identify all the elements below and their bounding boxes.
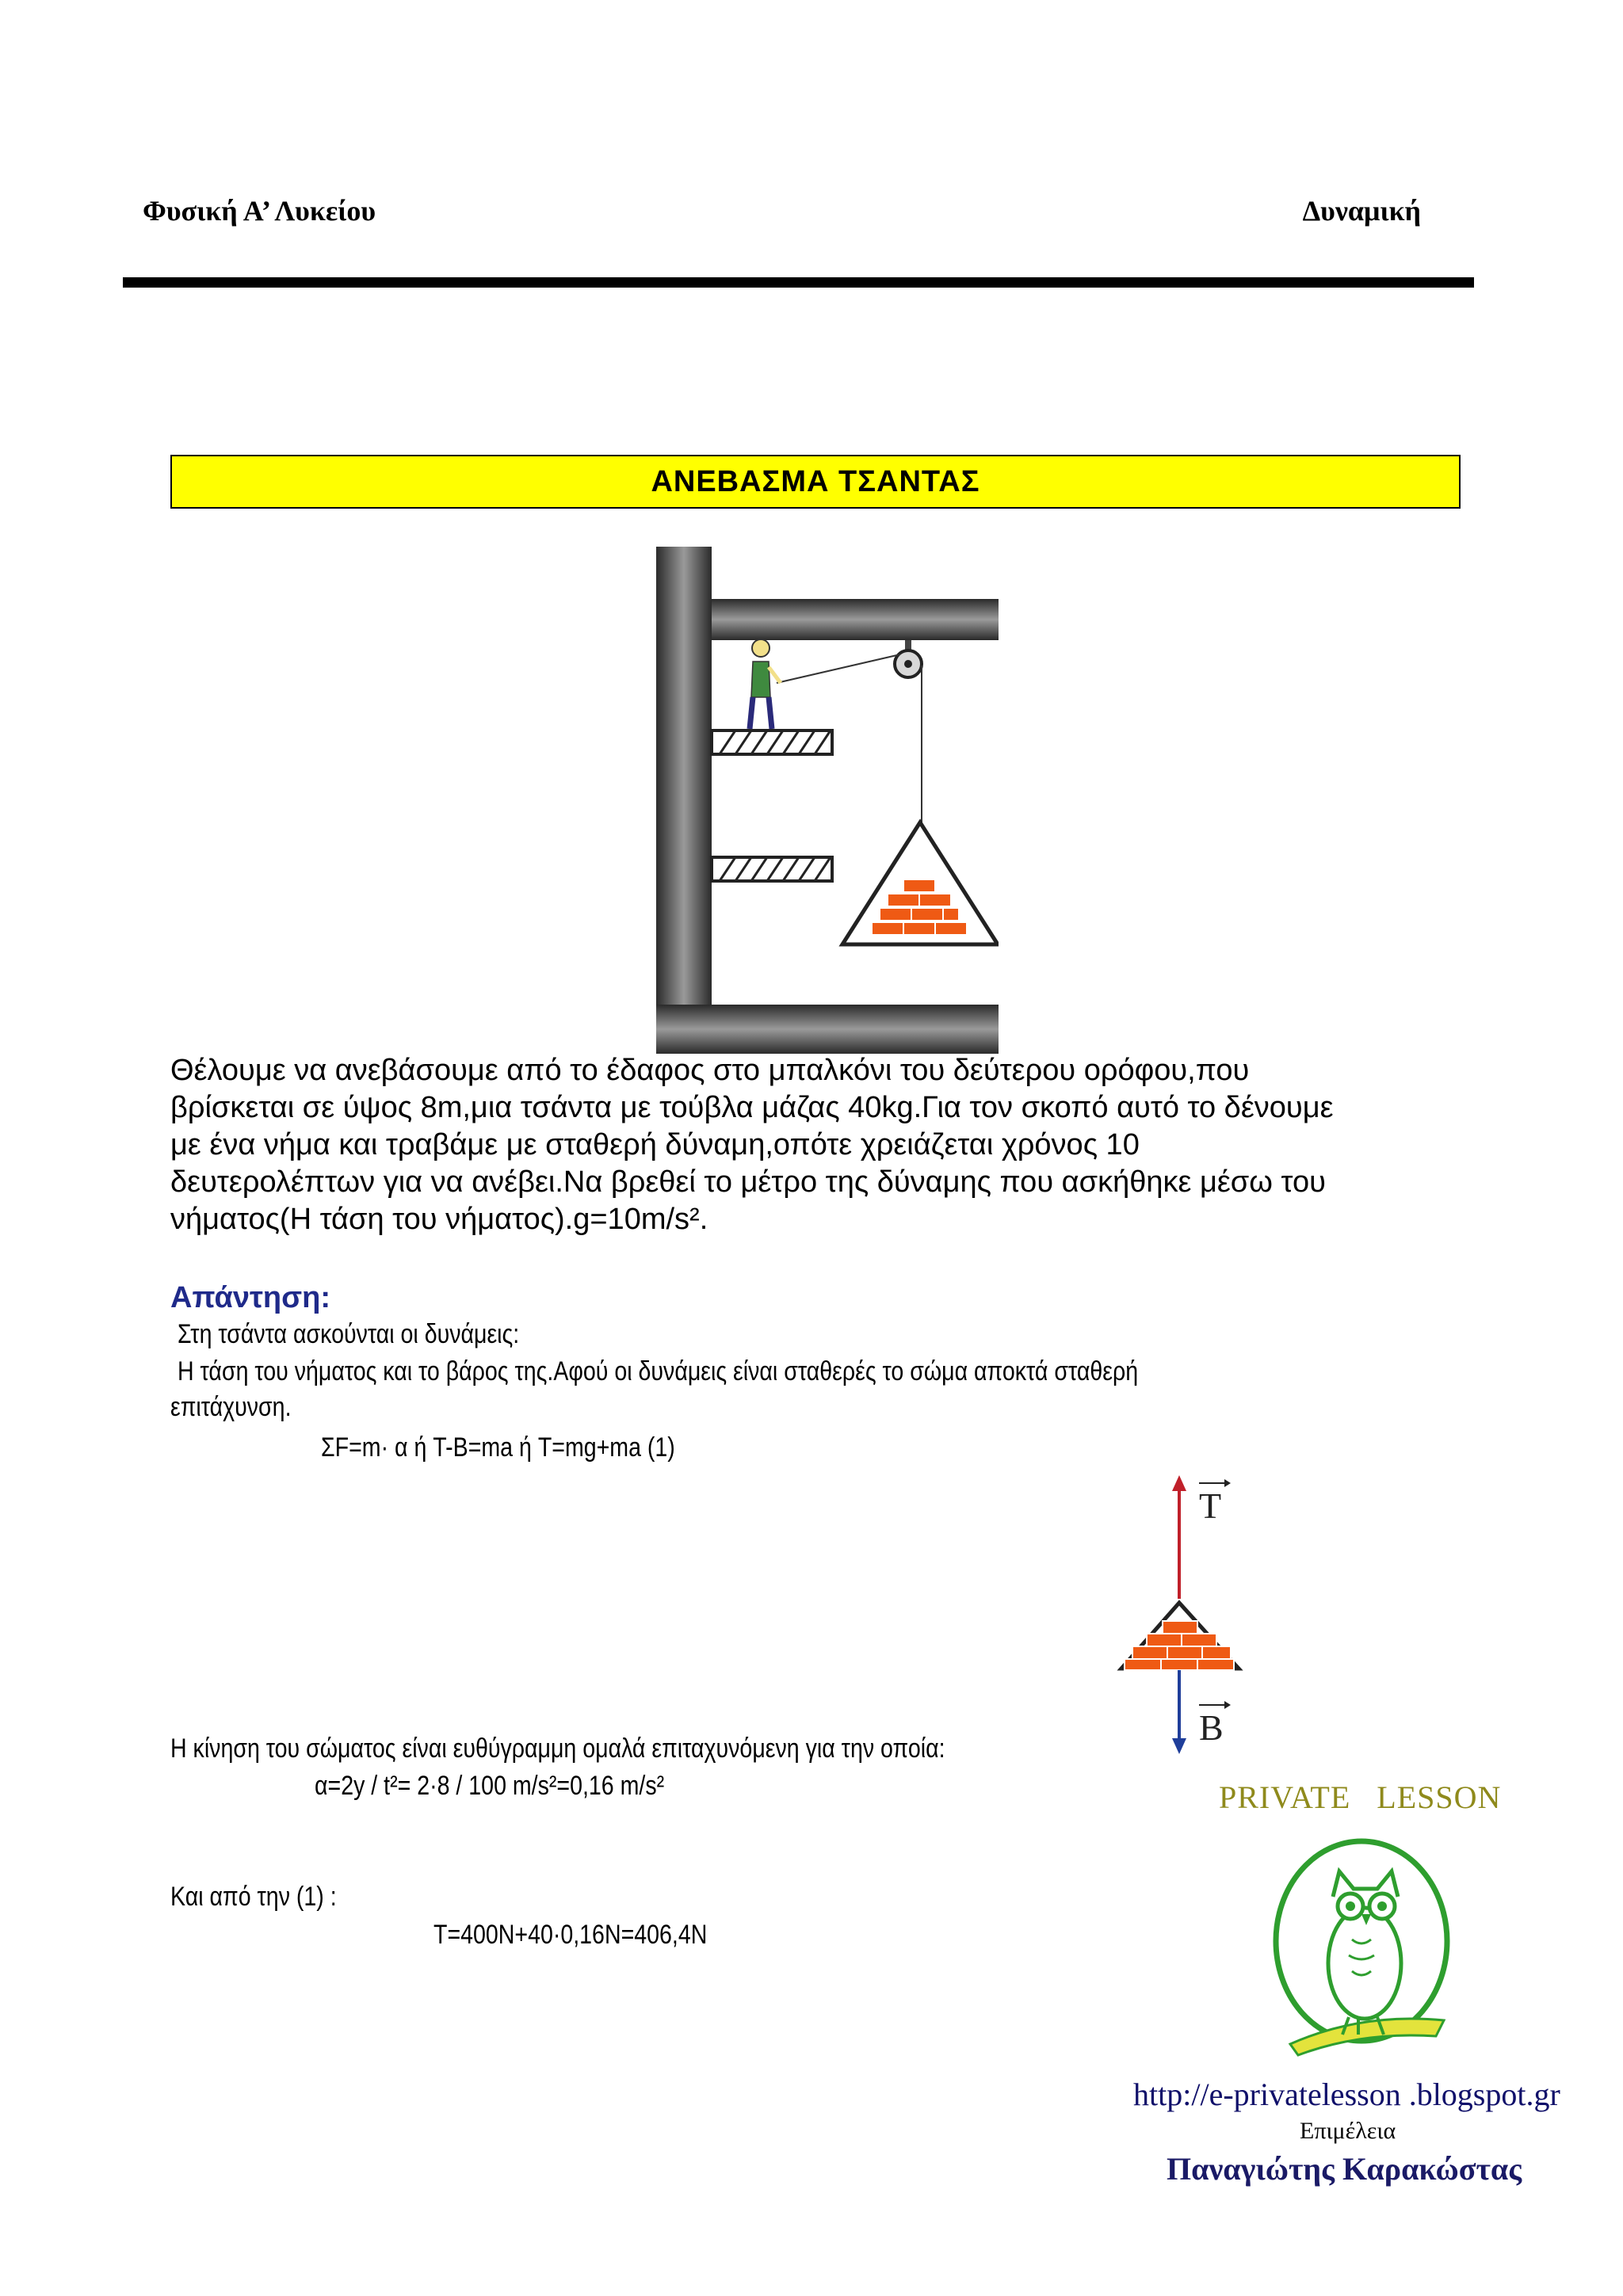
problem-line-1: Θέλουμε να ανεβάσουμε από το έδαφος στο μπαλκόνι του δεύτερου ορόφου,που: [170, 1054, 1250, 1087]
rope-pulled: [777, 654, 900, 683]
header-rule: [123, 277, 1474, 288]
blog-link[interactable]: http://e-privatelesson .blogspot.gr: [1133, 2077, 1560, 2112]
balcony-upper: [712, 730, 832, 754]
force-diagram: [1106, 1472, 1264, 1759]
ground-beam: [656, 1005, 999, 1054]
problem-line-5: νήματος(Η τάση του νήματος).g=10m/s².: [170, 1203, 708, 1236]
equation-tension: T=400N+40·0,16N=406,4N: [433, 1920, 708, 1950]
equation-newton: ΣF=m· α ή T-B=ma ή T=mg+ma (1): [321, 1432, 675, 1463]
answer-heading: Απάντηση:: [170, 1281, 331, 1314]
balcony-lower: [712, 857, 832, 881]
weight-label: B: [1199, 1707, 1224, 1748]
motion-line: Η κίνηση του σώματος είναι ευθύγραμμη ομαλά επιταχυνόμενη για την οποία:: [170, 1733, 945, 1764]
header-subject: Φυσική Α’ Λυκείου: [143, 195, 376, 227]
from-eq-line: Και από την (1) :: [170, 1882, 337, 1912]
answer-line-1: Στη τσάντα ασκούνται οι δυνάμεις:: [178, 1319, 520, 1349]
weight-arrowhead: [1172, 1738, 1186, 1754]
brand-text: PRIVATE LESSON: [1219, 1779, 1502, 1815]
pulley-illustration: [650, 547, 999, 1054]
credit-label: Επιμέλεια: [1300, 2118, 1396, 2144]
worker-figure: [750, 639, 781, 729]
author-name: Παναγιώτης Καρακώστας: [1167, 2151, 1522, 2187]
pulley-icon: [895, 640, 922, 677]
problem-line-2: βρίσκεται σε ύψος 8m,μια τσάντα με τούβλα μάζας 40kg.Για τον σκοπό αυτό το δένουμε: [170, 1091, 1334, 1124]
tension-label: T: [1199, 1486, 1222, 1526]
header-chapter: Δυναμική: [1302, 195, 1421, 227]
brick-bag: [842, 822, 998, 944]
problem-line-3: με ένα νήμα και τραβάμε με σταθερή δύναμη,οπότε χρειάζεται χρόνος 10: [170, 1128, 1140, 1161]
owl-logo-icon: [1266, 1836, 1457, 2058]
answer-line-2: Η τάση του νήματος και το βάρος της.Αφού οι δυνάμεις είναι σταθερές το σώμα αποκτά σταθερή: [178, 1356, 1139, 1386]
equation-acceleration: α=2y / t²= 2·8 / 100 m/s²=0,16 m/s²: [315, 1771, 665, 1801]
problem-title: ΑΝΕΒΑΣΜΑ ΤΣΑΝΤΑΣ: [170, 455, 1461, 509]
problem-line-4: δευτερολέπτων για να ανέβει.Να βρεθεί το μέτρο της δύναμης που ασκήθηκε μέσω του: [170, 1165, 1326, 1199]
building-column: [656, 547, 712, 1054]
roof-beam: [712, 599, 999, 640]
tension-arrowhead: [1172, 1475, 1186, 1491]
answer-line-3: επιτάχυνση.: [170, 1392, 292, 1422]
